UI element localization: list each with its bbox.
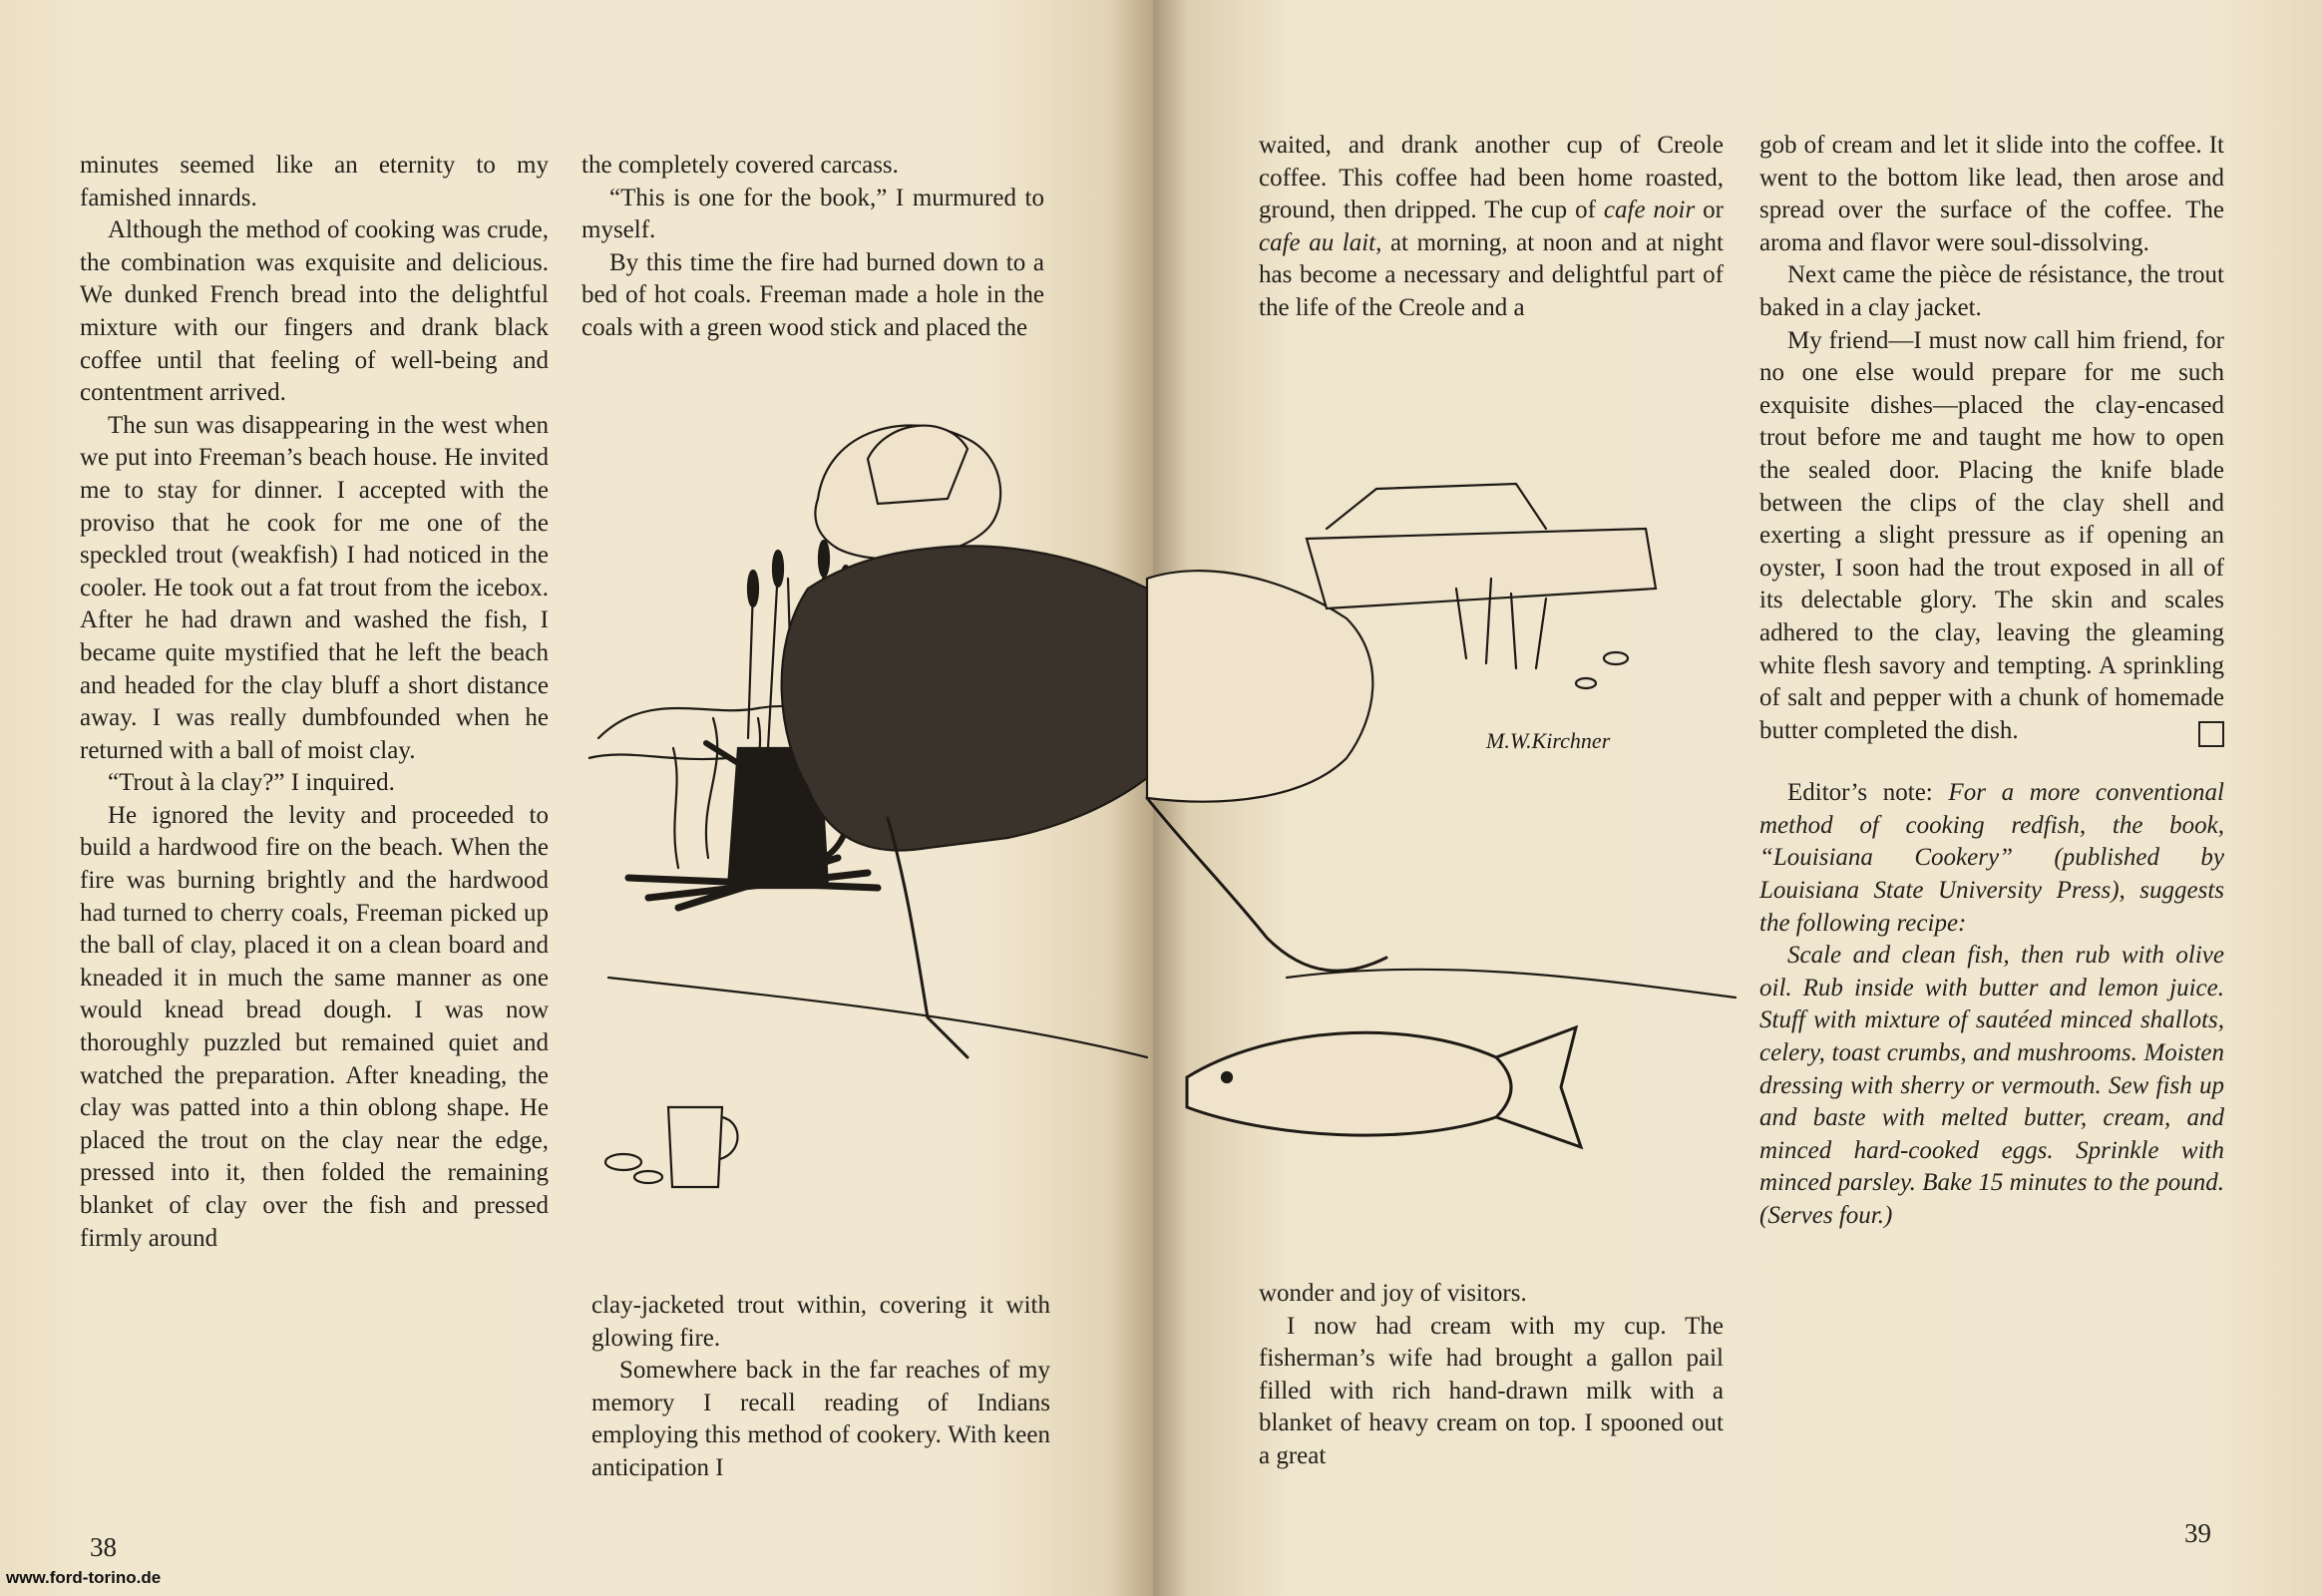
paragraph: waited, and drank another cup of Creole coffee. This coffee had been home roasted, ground, then dripped. The cup of cafe noir or cafe au lait, at morning, at noon and at night has become a necessary and delightful part of the life of the Creole and a [1259, 132, 1724, 321]
fisherman-campfire-illustration [588, 419, 1775, 1217]
column-1 [80, 150, 549, 1255]
editor-note: Editor’s note: For a more conventional method of cooking redfish, the book, “Louisiana Cookery” (published by Louisiana State University Press), suggests the following recipe: [1759, 779, 2225, 937]
page-number: 39 [2184, 1518, 2211, 1548]
paragraph: gob of cream and let it slide into the coffee. It went to the bottom like lead, then arose and spread over the surface of the coffee. The aroma and flavor were soul-dissolving. [1759, 132, 2224, 256]
paragraph: “Trout à la clay?” I inquired. [108, 769, 395, 797]
website-credit: www.ford-torino.de [6, 1568, 162, 1587]
paragraph: My friend—I must now call him friend, for no one else would prepare for me such exquisite dishes—placed the clay-encased trout before me and taught me how to open the sealed door. Placing the knife blade between the clips of the clay shell and exerting a slight pressure as if opening an oyster, I soon had the trout exposed in all of its delectable glory. The skin and scales adhered to the clay, leaving the gleaming white flesh savory and tempting. A sprinkling of salt and pepper with a chunk of homemade butter completed the dish. [1759, 325, 2224, 748]
paragraph: Although the method of cooking was crude, the combination was exquisite and delicious. We dunked French bread into the delightful mixture with our fingers and drank black coffee until that feeling of well-being and contentment arrived. [80, 216, 549, 407]
paragraph: the completely covered carcass. [581, 152, 899, 179]
paragraph: clay-jacketed trout within, covering it with glowing fire. [591, 1292, 1050, 1352]
page-number: 38 [90, 1532, 117, 1562]
column-3-bottom [1259, 1278, 1724, 1473]
column-2-bottom [591, 1290, 1050, 1485]
paragraph: By this time the fire had burned down to a bed of hot coals. Freeman made a hole in the coals with a green wood stick and placed the [581, 248, 1044, 341]
paragraph: “This is one for the book,” I murmured to myself. [581, 184, 1044, 244]
paragraph: Somewhere back in the far reaches of my memory I recall reading of Indians employing this method of cookery. With keen anticipation I [591, 1357, 1050, 1481]
paragraph: Next came the pièce de résistance, the trout baked in a clay jacket. [1759, 261, 2224, 321]
column-2-top [581, 150, 1044, 345]
column-3-top [1259, 130, 1724, 325]
paragraph: The sun was disappearing in the west when we put into Freeman’s beach house. He invited me to stay for dinner. I accepted with the proviso that he cook for me one of the speckled trout (weakfish) I had noticed in the cooler. He took out a fat trout from the icebox. After he had drawn and washed the fish, I became quite mystified that he left the beach and headed for the clay bluff a short distance away. I was really dumbfounded when he returned with a ball of moist clay. [80, 411, 549, 764]
paragraph: wonder and joy of visitors. [1259, 1280, 1527, 1307]
artist-signature: M.W.Kirchner [1486, 728, 1611, 753]
recipe: Scale and clean fish, then rub with olive oil. Rub inside with butter and lemon juice. Stuff with mixture of sautéed minced shallots, celery, toast crumbs, and mushrooms. Moisten dressing with sherry or vermouth. Sew fish up and baste with melted butter, cream, and minced hard-cooked eggs. Sprinkle with minced parsley. Bake 15 minutes to the pound. (Serves four.) [1759, 942, 2224, 1229]
end-mark-icon [2198, 721, 2224, 747]
paragraph: minutes seemed like an eternity to my famished innards. [80, 152, 549, 211]
paragraph: He ignored the levity and proceeded to build a hardwood fire on the beach. When the fire was burning brightly and the hardwood had turned to cherry coals, Freeman picked up the ball of clay, placed it on a clean board and kneaded it in much the same manner as one would knead bread dough. I was now thoroughly puzzled but remained quiet and watched the preparation. After kneading, the clay was patted into a thin oblong shape. He placed the trout on the clay near the edge, pressed into it, then folded the remaining blanket of clay over the fish and pressed firmly around [80, 801, 549, 1252]
paragraph: I now had cream with my cup. The fisherman’s wife had brought a gallon pail filled with rich hand-drawn milk with a blanket of heavy cream on top. I spooned out a great [1259, 1312, 1724, 1469]
column-4 [1759, 130, 2224, 1233]
